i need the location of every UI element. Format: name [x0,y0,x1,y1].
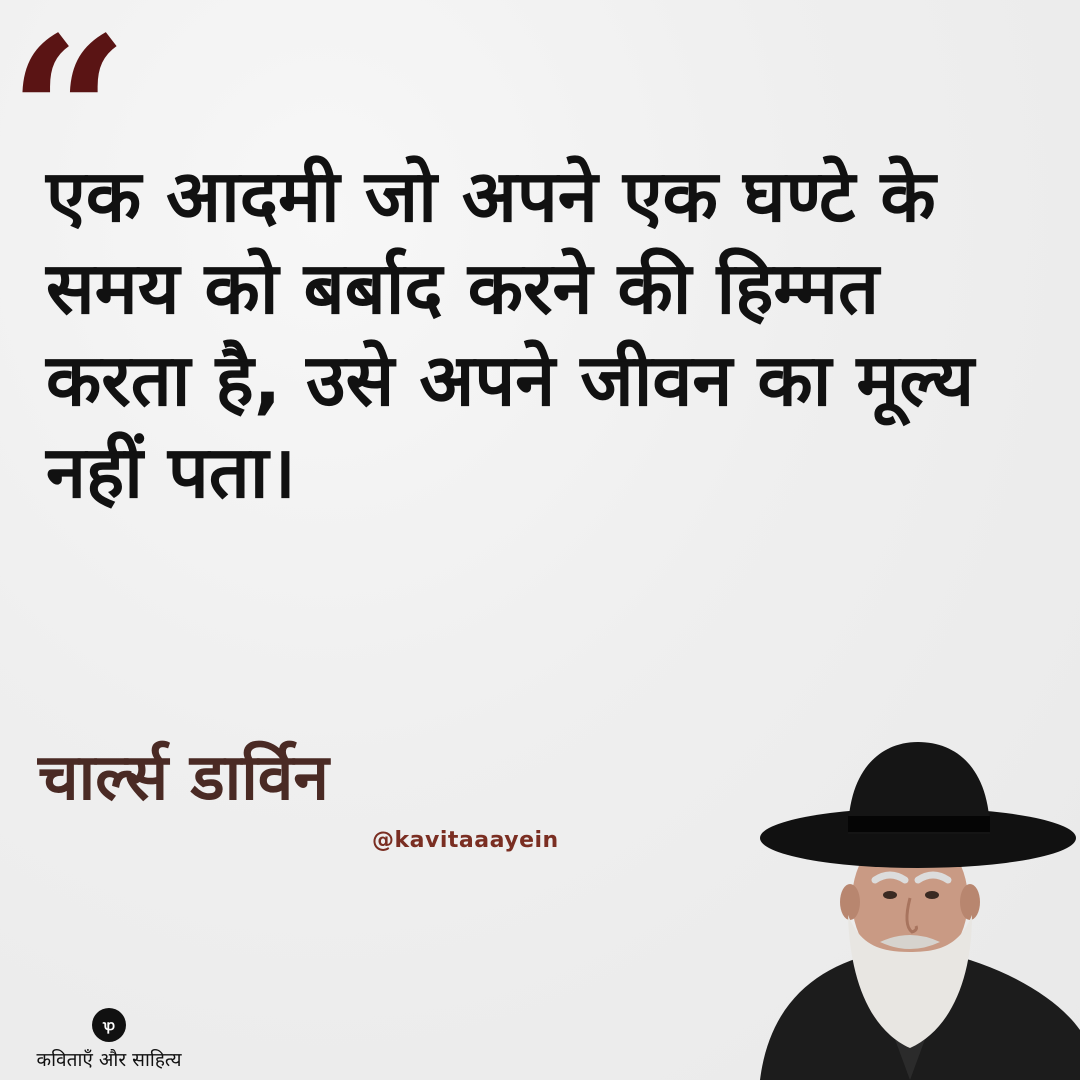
quote-line: नहीं पता। [46,430,296,515]
eye [925,891,939,899]
brand-logo [14,1008,204,1072]
kp-logo-icon: ꝕ [92,1008,126,1042]
portrait-illustration [740,730,1080,1080]
quote-line: एक आदमी जो अपने एक घण्टे के [46,154,936,238]
social-handle: @kavitaaayein [372,828,559,853]
hat-band [848,816,990,832]
quote-line: समय को बर्बाद करने की हिम्मत [46,246,880,331]
quote-line: करता है, उसे अपने जीवन का मूल्य [46,338,975,423]
quote-mark-icon: “ [8,0,111,238]
brand-name: कविताएँ और साहित्य [36,1049,182,1071]
author-name: चार्ल्स डार्विन [38,741,329,815]
ear [960,884,980,920]
ear [840,884,860,920]
quote-text [46,150,1046,519]
eye [883,891,897,899]
